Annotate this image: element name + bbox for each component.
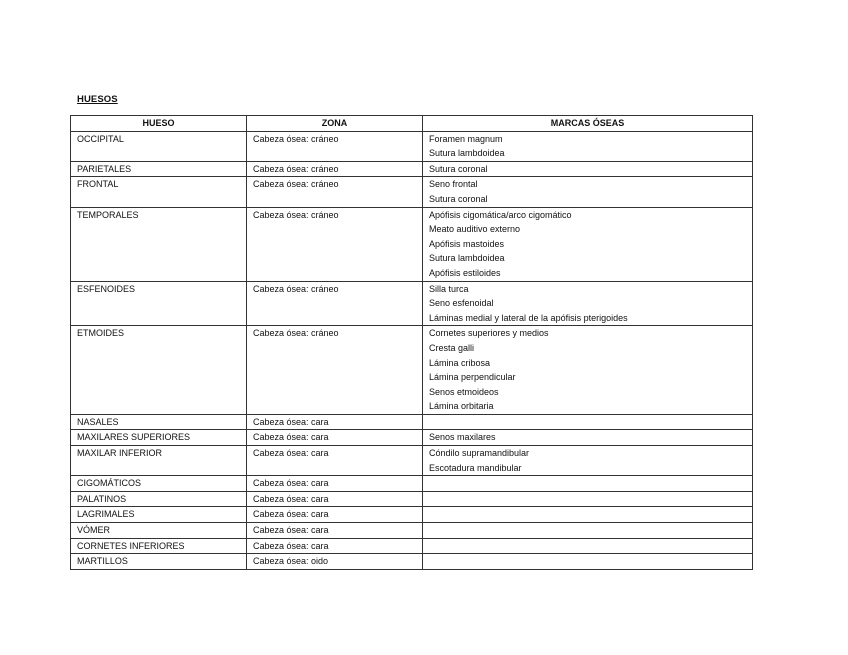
table-body bbox=[71, 131, 753, 569]
table-row bbox=[71, 281, 753, 326]
cell-marcas bbox=[423, 554, 753, 570]
cell-zona: Cabeza ósea: cara bbox=[247, 538, 423, 554]
marca-osea-item: Cresta galli bbox=[429, 342, 475, 353]
cell-hueso: ESFENOIDES bbox=[71, 281, 247, 326]
bones-table bbox=[70, 115, 753, 570]
marca-osea-item: Silla turca bbox=[429, 283, 469, 294]
marca-osea-item: Foramen magnum bbox=[429, 133, 503, 144]
cell-hueso: LAGRIMALES bbox=[71, 507, 247, 523]
marca-osea-item: Cóndilo supramandibular bbox=[429, 448, 530, 459]
marca-osea-item: Apófisis cigomática/arco cigomático bbox=[429, 209, 572, 220]
column-header-zona: ZONA bbox=[247, 116, 423, 132]
page-title: HUESOS bbox=[77, 94, 118, 105]
cell-zona: Cabeza ósea: cara bbox=[247, 430, 423, 446]
cell-zona: Cabeza ósea: cara bbox=[247, 414, 423, 430]
cell-zona: Cabeza ósea: cráneo bbox=[247, 207, 423, 281]
marca-osea-item: Sutura coronal bbox=[429, 163, 488, 174]
cell-marcas bbox=[423, 523, 753, 539]
cell-marcas bbox=[423, 538, 753, 554]
table-row bbox=[71, 491, 753, 507]
cell-hueso: FRONTAL bbox=[71, 177, 247, 207]
cell-hueso: OCCIPITAL bbox=[71, 131, 247, 161]
cell-zona: Cabeza ósea: cara bbox=[247, 491, 423, 507]
cell-hueso: CORNETES INFERIORES bbox=[71, 538, 247, 554]
cell-hueso: MAXILARES SUPERIORES bbox=[71, 430, 247, 446]
table-row bbox=[71, 523, 753, 539]
cell-marcas bbox=[423, 507, 753, 523]
cell-marcas bbox=[423, 491, 753, 507]
marca-osea-item: Senos etmoideos bbox=[429, 386, 499, 397]
cell-zona: Cabeza ósea: cráneo bbox=[247, 161, 423, 177]
cell-zona: Cabeza ósea: cráneo bbox=[247, 177, 423, 207]
marca-osea-item: Seno frontal bbox=[429, 179, 478, 190]
cell-marcas bbox=[423, 414, 753, 430]
marca-osea-item: Sutura lambdoidea bbox=[429, 148, 505, 159]
cell-hueso: PARIETALES bbox=[71, 161, 247, 177]
table-row bbox=[71, 430, 753, 446]
cell-zona: Cabeza ósea: cráneo bbox=[247, 281, 423, 326]
cell-marcas bbox=[423, 131, 753, 161]
column-header-marcas: MARCAS ÓSEAS bbox=[423, 116, 753, 132]
table-header-row bbox=[71, 116, 753, 132]
cell-zona: Cabeza ósea: oido bbox=[247, 554, 423, 570]
cell-zona: Cabeza ósea: cara bbox=[247, 476, 423, 492]
column-header-hueso: HUESO bbox=[71, 116, 247, 132]
cell-marcas bbox=[423, 177, 753, 207]
table-row bbox=[71, 538, 753, 554]
marca-osea-item: Sutura coronal bbox=[429, 193, 488, 204]
marca-osea-item: Senos maxilares bbox=[429, 432, 496, 443]
table-row bbox=[71, 507, 753, 523]
cell-marcas bbox=[423, 476, 753, 492]
table-row bbox=[71, 131, 753, 161]
cell-hueso: MAXILAR INFERIOR bbox=[71, 446, 247, 476]
table-row bbox=[71, 554, 753, 570]
cell-hueso: MARTILLOS bbox=[71, 554, 247, 570]
cell-hueso: PALATINOS bbox=[71, 491, 247, 507]
marca-osea-item: Lámina perpendicular bbox=[429, 372, 516, 383]
marca-osea-item: Escotadura mandibular bbox=[429, 462, 522, 473]
cell-marcas bbox=[423, 430, 753, 446]
marca-osea-item: Láminas medial y lateral de la apófisis pterigoides bbox=[429, 312, 628, 323]
cell-zona: Cabeza ósea: cara bbox=[247, 446, 423, 476]
table-row bbox=[71, 207, 753, 281]
cell-marcas bbox=[423, 161, 753, 177]
cell-zona: Cabeza ósea: cráneo bbox=[247, 326, 423, 415]
cell-hueso: CIGOMÁTICOS bbox=[71, 476, 247, 492]
cell-zona: Cabeza ósea: cara bbox=[247, 523, 423, 539]
table-row bbox=[71, 414, 753, 430]
cell-marcas bbox=[423, 446, 753, 476]
table-row bbox=[71, 326, 753, 415]
cell-hueso: NASALES bbox=[71, 414, 247, 430]
marca-osea-item: Apófisis mastoides bbox=[429, 238, 505, 249]
cell-hueso: TEMPORALES bbox=[71, 207, 247, 281]
marca-osea-item: Lámina orbitaria bbox=[429, 401, 494, 412]
cell-marcas bbox=[423, 326, 753, 415]
cell-zona: Cabeza ósea: cráneo bbox=[247, 131, 423, 161]
marca-osea-item: Cornetes superiores y medios bbox=[429, 328, 549, 339]
marca-osea-item: Seno esfenoidal bbox=[429, 298, 494, 309]
cell-marcas bbox=[423, 281, 753, 326]
cell-marcas bbox=[423, 207, 753, 281]
cell-zona: Cabeza ósea: cara bbox=[247, 507, 423, 523]
marca-osea-item: Lámina cribosa bbox=[429, 357, 491, 368]
cell-hueso: VÓMER bbox=[71, 523, 247, 539]
table-row bbox=[71, 161, 753, 177]
table-row bbox=[71, 476, 753, 492]
marca-osea-item: Meato auditivo externo bbox=[429, 224, 521, 235]
table-row bbox=[71, 446, 753, 476]
marca-osea-item: Sutura lambdoidea bbox=[429, 253, 505, 264]
marca-osea-item: Apófisis estiloides bbox=[429, 267, 501, 278]
table-row bbox=[71, 177, 753, 207]
cell-hueso: ETMOIDES bbox=[71, 326, 247, 415]
